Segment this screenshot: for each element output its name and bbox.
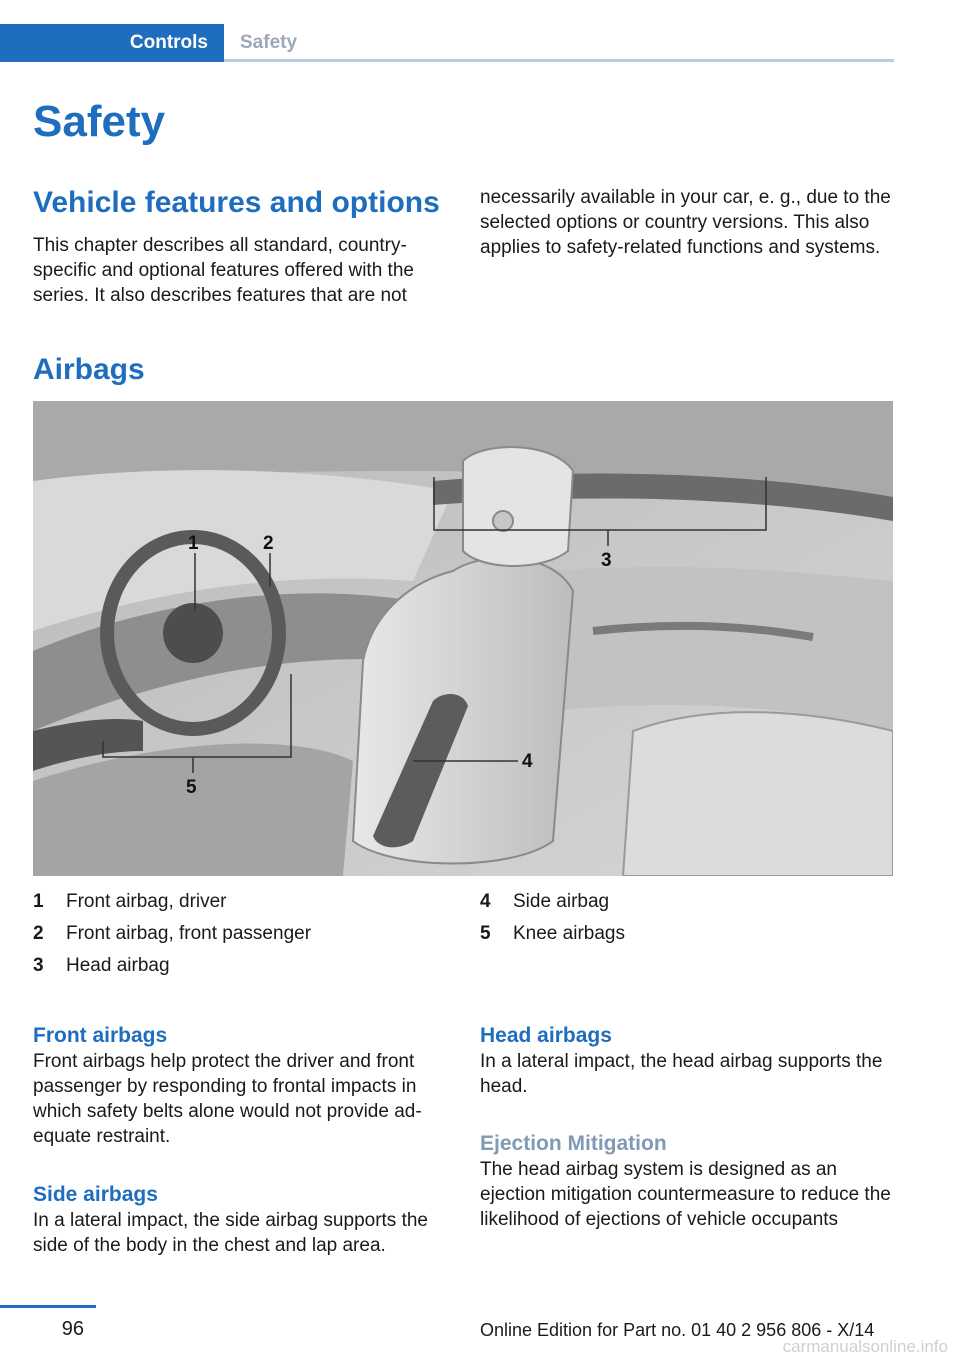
list-item (480, 886, 892, 918)
callout-4: 4 (522, 751, 533, 772)
header-tabbar (0, 24, 894, 62)
side-airbags-body: In a lateral impact, the side airbag supports the side of the body in the chest and lap area. (33, 1210, 429, 1256)
section-title: Vehicle features and options (33, 186, 440, 219)
airbags-title: Airbags (33, 353, 145, 386)
head-airbags-section (480, 1022, 894, 1099)
head-airbags-heading: Head airbags (480, 1024, 612, 1047)
front-airbags-body: Front airbags help protect the driver and front passenger by responding to frontal impacts in which safety belts alone would not provide ad‐equate restraint. (33, 1051, 422, 1147)
side-airbags-heading: Side airbags (33, 1183, 158, 1206)
ejection-mitigation-heading: Ejection Mitigation (480, 1132, 667, 1155)
watermark: carmanualsonline.info (782, 1337, 948, 1356)
front-airbags-heading: Front airbags (33, 1024, 168, 1047)
callout-1: 1 (188, 533, 199, 554)
callout-5: 5 (186, 777, 197, 798)
list-item (33, 918, 453, 950)
tab-safety[interactable]: Safety (240, 32, 298, 53)
header-rule (224, 59, 894, 62)
page-number: 96 (61, 1318, 84, 1340)
tab-controls[interactable]: Controls (0, 24, 224, 62)
ejection-mitigation-body: The head airbag system is designed as an ejection mitigation countermeasure to reduce the likelihood of ejections of vehicle occupants (480, 1159, 891, 1230)
intro-left: This chapter describes all standard, country-specific and optional features offered with the series. It also describes features that are not (33, 235, 414, 306)
legend-number: 3 (33, 955, 44, 976)
side-airbags-section (33, 1181, 445, 1258)
legend-number: 5 (480, 923, 491, 944)
airbag-legend-left (33, 886, 453, 982)
callout-3: 3 (601, 550, 612, 571)
legend-label: Front airbag, driver (66, 891, 227, 912)
legend-number: 4 (480, 891, 491, 912)
legend-label: Front airbag, front passenger (66, 923, 312, 944)
legend-label: Side airbag (513, 891, 610, 912)
airbag-illustration (33, 401, 893, 876)
intro-right: necessarily available in your car, e. g., due to the selected options or country versions. This also applies to safety-related functions and systems. (480, 187, 891, 258)
legend-number: 2 (33, 923, 44, 944)
list-item (33, 886, 453, 918)
front-airbags-section (33, 1022, 445, 1149)
page-title: Safety (33, 97, 166, 146)
list-item (33, 950, 453, 982)
ejection-mitigation-section (480, 1130, 894, 1232)
legend-number: 1 (33, 891, 44, 912)
footer-rule (0, 1305, 96, 1308)
callout-2: 2 (263, 533, 274, 554)
airbag-legend-right (480, 886, 892, 950)
footer-edition: Online Edition for Part no. 01 40 2 956 806 - X/14 (480, 1320, 875, 1340)
legend-label: Head airbag (66, 955, 170, 976)
head-airbags-body: In a lateral impact, the head airbag supports the head. (480, 1051, 883, 1097)
legend-label: Knee airbags (513, 923, 625, 944)
list-item (480, 918, 892, 950)
